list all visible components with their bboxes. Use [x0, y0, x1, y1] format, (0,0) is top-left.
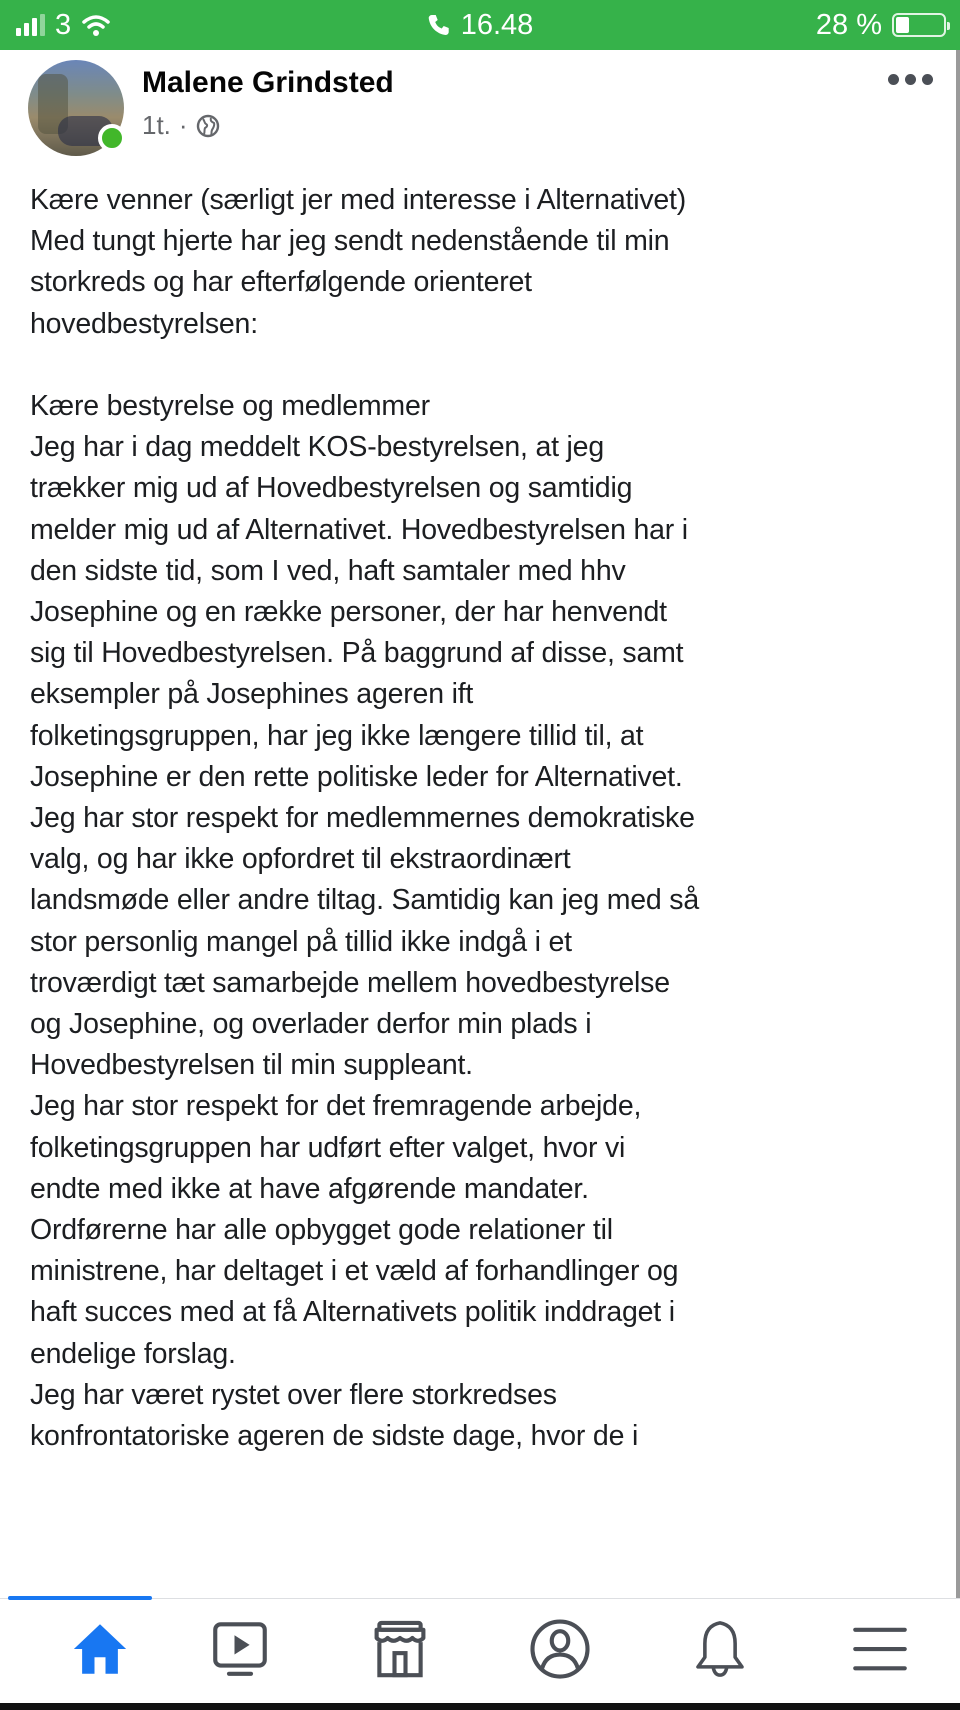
post-text-line: Josephine er den rette politiske leder for Alternativet. — [30, 760, 683, 793]
status-left — [16, 9, 111, 42]
post-text-line: valg, og har ikke opfordret til ekstraordinært — [30, 843, 571, 876]
wifi-icon — [81, 13, 111, 37]
post-text-line: Jeg har i dag meddelt KOS-bestyrelsen, at jeg — [30, 431, 604, 464]
post-text-line: Kære venner (særligt jer med interesse i Alternativet) — [30, 184, 687, 216]
more-options-button[interactable] — [888, 74, 933, 85]
post-text-line: storkreds og har efterfølgende orienteret — [30, 266, 532, 299]
marketplace-icon — [367, 1616, 433, 1682]
screen-bottom-edge — [0, 1703, 960, 1710]
nav-watch[interactable] — [180, 1599, 300, 1699]
meta-separator: · — [178, 110, 188, 140]
status-bar — [0, 0, 960, 50]
more-dot — [922, 74, 933, 85]
post-text-line: troværdigt tæt samarbejde mellem hovedbestyrelse — [30, 966, 670, 999]
nav-menu[interactable] — [820, 1599, 940, 1699]
post-text-line: endelige forslag. — [30, 1337, 236, 1370]
post-text-line: ministrene, har deltaget i et væld af forhandlinger og — [30, 1255, 679, 1288]
more-dot — [905, 74, 916, 85]
nav-home[interactable] — [40, 1599, 160, 1699]
clock: 16.48 — [460, 8, 534, 41]
carrier-label: 3 — [55, 8, 72, 41]
battery-percent: 28 % — [815, 8, 882, 41]
author-name[interactable]: Malene Grindsted — [142, 66, 394, 99]
bottom-navigation — [0, 1598, 960, 1710]
post-text-line: den sidste tid, som I ved, haft samtaler med hhv — [30, 554, 626, 587]
post-text-line: Hovedbestyrelsen til min suppleant. — [30, 1049, 473, 1082]
status-center — [427, 9, 534, 42]
post-meta — [142, 110, 220, 141]
post-text-line: stor personlig mangel på tillid ikke indgå i et — [30, 925, 572, 958]
post-text-line: konfrontatoriske ageren de sidste dage, hvor de i — [30, 1420, 639, 1453]
menu-icon — [847, 1616, 913, 1682]
nav-marketplace[interactable] — [340, 1599, 460, 1699]
online-status-icon — [98, 124, 126, 152]
post-text-line: sig til Hovedbestyrelsen. På baggrund af disse, samt — [30, 637, 684, 670]
post-text-line: Ordførerne har alle opbygget gode relationer til — [30, 1214, 613, 1247]
scrollbar-edge — [956, 50, 960, 1710]
nav-profile[interactable] — [500, 1599, 620, 1699]
post-text-line: Kære bestyrelse og medlemmer — [30, 390, 430, 422]
signal-icon — [16, 14, 45, 36]
post-text-line: hovedbestyrelsen: — [30, 307, 258, 340]
post-text-line: folketingsgruppen, har jeg ikke længere tillid til, at — [30, 719, 644, 752]
status-right — [816, 9, 946, 42]
post-header — [28, 58, 928, 158]
battery-level — [896, 17, 909, 33]
post-text-line: og Josephine, og overlader derfor min plads i — [30, 1008, 592, 1041]
post-text-line: trækker mig ud af Hovedbestyrelsen og samtidig — [30, 472, 633, 505]
post-text-line: Jeg har stor respekt for medlemmernes demokratiske — [30, 802, 695, 835]
phone-call-icon — [427, 13, 451, 37]
post-text-line: melder mig ud af Alternativet. Hovedbestyrelsen har i — [30, 513, 688, 546]
profile-icon — [527, 1616, 593, 1682]
post-text-line: Josephine og en række personer, der har henvendt — [30, 596, 667, 629]
post-text-line: landsmøde eller andre tiltag. Samtidig kan jeg med så — [30, 884, 700, 917]
bell-icon — [687, 1616, 753, 1682]
post-text-line: endte med ikke at have afgørende mandater. — [30, 1172, 589, 1205]
nav-notifications[interactable] — [660, 1599, 780, 1699]
blank-line — [30, 345, 930, 386]
post-text-line: Med tungt hjerte har jeg sendt nedenstående til min — [30, 225, 670, 258]
post-text-line: Jeg har været rystet over flere storkredses — [30, 1378, 557, 1411]
home-icon — [67, 1616, 133, 1682]
post-body — [30, 180, 930, 1457]
post-text-line: haft succes med at få Alternativets politik inddraget i — [30, 1296, 675, 1329]
post-text-line: Jeg har stor respekt for det fremragende arbejde, — [30, 1090, 642, 1123]
post-time[interactable]: 1t. — [142, 110, 171, 140]
more-dot — [888, 74, 899, 85]
post-text-line: folketingsgruppen har udført efter valget, hvor vi — [30, 1131, 626, 1164]
post-text-line: eksempler på Josephines ageren ift — [30, 678, 474, 711]
globe-icon[interactable] — [196, 114, 220, 138]
video-icon — [207, 1616, 273, 1682]
battery-icon — [892, 13, 946, 37]
